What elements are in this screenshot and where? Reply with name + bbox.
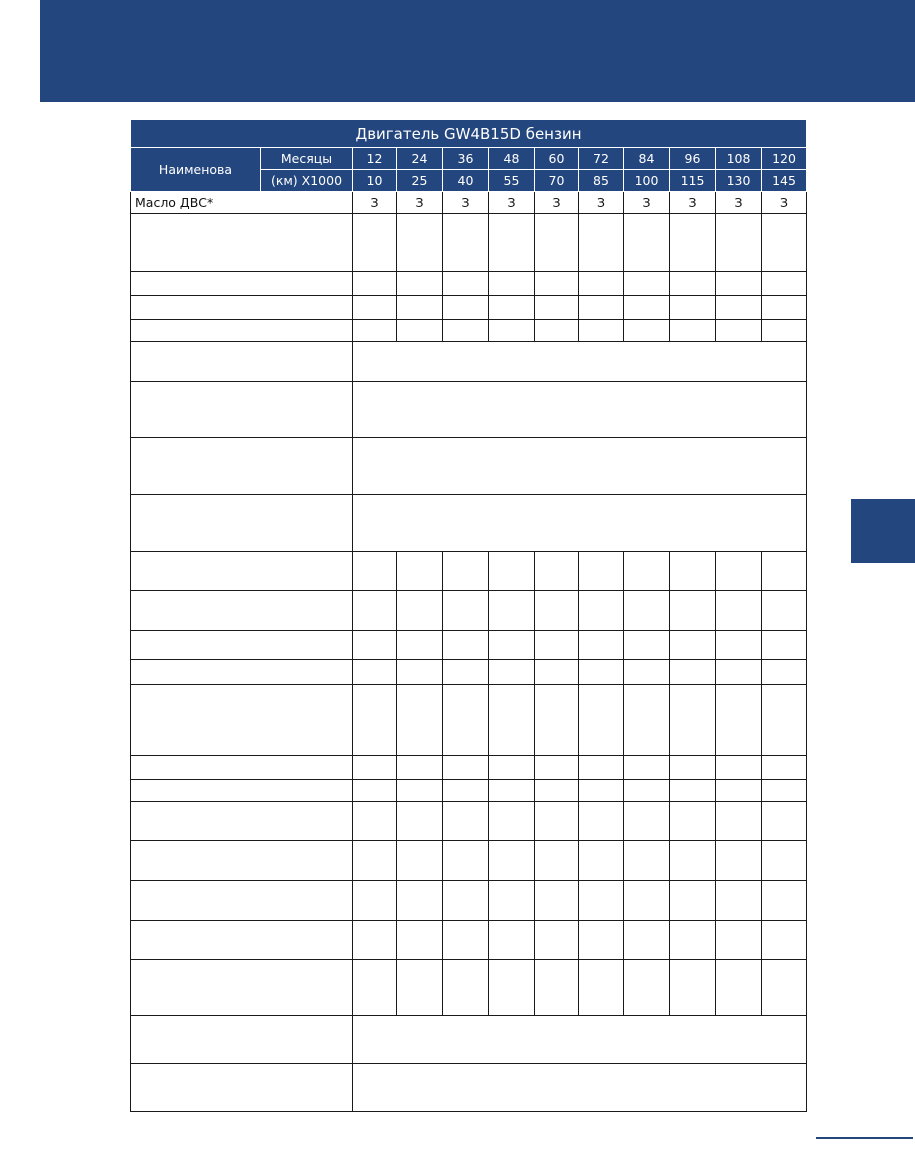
km-cell: 70 [535,170,579,192]
row-value [397,841,443,881]
table-row [131,881,807,921]
row-name [131,841,261,881]
row-value [579,841,624,881]
row-value [579,802,624,841]
row-value [489,214,535,272]
row-value [670,320,716,342]
row-value [489,631,535,660]
km-cell: 55 [489,170,535,192]
row-value [670,272,716,296]
row-value [535,552,579,591]
row-name [131,1016,261,1064]
month-cell: 72 [579,148,624,170]
row-value [443,802,489,841]
row-name [131,272,353,296]
row-value [443,881,489,921]
row-value [624,685,670,756]
footer-line [816,1137,913,1139]
row-value [535,881,579,921]
row-value [535,921,579,960]
row-name-sub [261,438,353,495]
row-value [443,841,489,881]
table-row [131,802,807,841]
row-value [489,660,535,685]
row-value [716,272,762,296]
row-value [489,756,535,780]
row-value [397,214,443,272]
row-value [443,320,489,342]
row-value [762,660,807,685]
table-row [131,1064,807,1112]
row-value [535,631,579,660]
row-value [443,552,489,591]
row-value: З [762,192,807,214]
row-value [716,960,762,1016]
row-value [489,921,535,960]
month-cell: 96 [670,148,716,170]
row-merged-value [353,1064,807,1112]
row-value [624,272,670,296]
row-value [353,780,397,802]
row-value [762,272,807,296]
row-value [762,685,807,756]
row-value [353,660,397,685]
row-name-sub [261,382,353,438]
row-value [762,214,807,272]
row-value [353,960,397,1016]
row-value [579,921,624,960]
row-value [670,841,716,881]
table-row [131,921,807,960]
row-value [353,685,397,756]
row-value [716,921,762,960]
month-cell: 60 [535,148,579,170]
row-value [535,272,579,296]
row-value [353,881,397,921]
row-name [131,1064,261,1112]
row-value [443,272,489,296]
row-name-sub [261,495,353,552]
table-row [131,780,807,802]
top-banner [40,0,915,102]
row-value [353,214,397,272]
row-value [535,780,579,802]
row-name-sub [261,660,353,685]
row-value [579,296,624,320]
row-value [670,802,716,841]
month-cell: 24 [397,148,443,170]
row-merged-value [353,495,807,552]
name-column-header: Наименова [131,148,261,192]
row-value [579,660,624,685]
row-value [443,780,489,802]
km-cell: 130 [716,170,762,192]
row-value [535,591,579,631]
km-cell: 40 [443,170,489,192]
row-name-sub [261,756,353,780]
row-value [762,591,807,631]
km-cell: 85 [579,170,624,192]
row-value [443,960,489,1016]
row-value [535,802,579,841]
row-value [443,631,489,660]
row-name-sub [261,552,353,591]
row-value [670,881,716,921]
row-value [489,802,535,841]
month-cell: 48 [489,148,535,170]
month-cell: 36 [443,148,489,170]
row-value: З [535,192,579,214]
row-value [353,921,397,960]
row-value [579,881,624,921]
row-name [131,802,261,841]
row-value [489,320,535,342]
row-value [624,802,670,841]
row-value [397,552,443,591]
row-value [353,552,397,591]
row-merged-value [353,342,807,382]
table-row [131,192,807,214]
row-value: З [670,192,716,214]
row-value [353,320,397,342]
km-cell: 100 [624,170,670,192]
row-value [716,841,762,881]
table-row [131,495,807,552]
row-value: З [579,192,624,214]
table-row [131,320,807,342]
row-name [131,660,261,685]
row-value [624,660,670,685]
row-value [624,320,670,342]
row-value [535,660,579,685]
row-value [579,780,624,802]
row-name [131,960,261,1016]
row-value [397,960,443,1016]
row-name-sub [261,631,353,660]
row-value: З [624,192,670,214]
row-name [131,342,261,382]
table-row [131,296,807,320]
row-merged-value [353,438,807,495]
row-value [443,756,489,780]
row-value [762,320,807,342]
row-value [353,591,397,631]
km-cell: 115 [670,170,716,192]
row-value [624,296,670,320]
row-value [535,841,579,881]
table-row [131,756,807,780]
row-value [353,296,397,320]
row-value [535,960,579,1016]
row-value [762,802,807,841]
row-name [131,756,261,780]
row-value: З [489,192,535,214]
row-value [397,272,443,296]
row-value [535,685,579,756]
row-value [670,591,716,631]
row-value [624,881,670,921]
maintenance-table [130,119,807,1112]
row-value [353,756,397,780]
row-value [397,320,443,342]
row-value [716,631,762,660]
row-value [579,214,624,272]
row-name [131,552,261,591]
row-name-sub [261,841,353,881]
month-cell: 12 [353,148,397,170]
row-value [397,296,443,320]
row-value [716,552,762,591]
row-value [353,272,397,296]
row-value [670,660,716,685]
row-value [397,756,443,780]
row-value [579,552,624,591]
row-name-sub [261,802,353,841]
row-value [489,685,535,756]
table-row [131,960,807,1016]
row-value [762,756,807,780]
row-name: Масло ДВС* [131,192,353,214]
row-value: З [353,192,397,214]
row-value [762,296,807,320]
table-row [131,438,807,495]
row-name-sub [261,1064,353,1112]
row-value [489,296,535,320]
row-value [670,960,716,1016]
row-value: З [716,192,762,214]
row-value [624,756,670,780]
row-value [670,685,716,756]
row-name-sub [261,591,353,631]
row-value [535,320,579,342]
row-name [131,382,261,438]
row-value [397,921,443,960]
row-value [443,660,489,685]
table-row [131,841,807,881]
row-value [670,552,716,591]
row-value [624,552,670,591]
row-value [716,780,762,802]
row-name-sub [261,881,353,921]
section-tab [851,499,915,563]
row-value [579,685,624,756]
table-row [131,591,807,631]
row-name [131,438,261,495]
row-value [489,552,535,591]
row-name [131,591,261,631]
table-row [131,631,807,660]
row-value [353,841,397,881]
row-name-sub [261,342,353,382]
row-name [131,631,261,660]
row-value [670,631,716,660]
row-value [579,272,624,296]
month-cell: 84 [624,148,670,170]
table-title: Двигатель GW4B15D бензин [131,120,807,148]
row-name [131,685,261,756]
row-value [762,631,807,660]
row-value [624,631,670,660]
row-value [579,631,624,660]
row-value [716,802,762,841]
row-value [535,296,579,320]
row-value [489,841,535,881]
row-name-sub [261,780,353,802]
row-value [535,756,579,780]
month-cell: 108 [716,148,762,170]
row-value [489,272,535,296]
table-row [131,342,807,382]
row-value [353,631,397,660]
row-name [131,881,261,921]
row-value [624,591,670,631]
table-row [131,272,807,296]
row-value [762,841,807,881]
row-value [670,780,716,802]
row-name [131,296,353,320]
row-value [535,214,579,272]
table-row [131,552,807,591]
row-value [716,881,762,921]
row-value [443,591,489,631]
km-label: (км) X1000 [261,170,353,192]
row-value [624,841,670,881]
row-value: З [397,192,443,214]
row-value [624,921,670,960]
km-cell: 25 [397,170,443,192]
row-value [716,685,762,756]
row-value [670,756,716,780]
row-value [716,296,762,320]
row-value [762,881,807,921]
row-value [443,296,489,320]
row-value [579,591,624,631]
row-value [397,631,443,660]
km-cell: 10 [353,170,397,192]
row-value [353,802,397,841]
row-value [716,591,762,631]
row-value [716,214,762,272]
row-value: З [443,192,489,214]
row-name-sub [261,960,353,1016]
row-value [762,552,807,591]
row-name-sub [261,685,353,756]
row-value [624,214,670,272]
row-value [443,685,489,756]
row-value [579,960,624,1016]
row-value [397,660,443,685]
row-value [670,921,716,960]
row-name [131,320,353,342]
table-row [131,685,807,756]
row-value [762,780,807,802]
table-row [131,214,807,272]
row-value [489,960,535,1016]
row-value [443,921,489,960]
row-name [131,921,261,960]
row-value [762,960,807,1016]
row-value [716,320,762,342]
row-value [624,780,670,802]
row-value [397,685,443,756]
row-value [670,214,716,272]
row-value [489,591,535,631]
row-value [443,214,489,272]
row-value [397,802,443,841]
row-merged-value [353,1016,807,1064]
row-name-sub [261,921,353,960]
row-value [397,881,443,921]
km-cell: 145 [762,170,807,192]
row-name [131,780,261,802]
months-label: Месяцы [261,148,353,170]
row-value [489,780,535,802]
row-value [762,921,807,960]
row-value [624,960,670,1016]
row-value [489,881,535,921]
row-value [579,756,624,780]
row-name [131,214,353,272]
row-value [716,660,762,685]
row-value [397,780,443,802]
row-name [131,495,261,552]
row-merged-value [353,382,807,438]
row-value [397,591,443,631]
row-value [579,320,624,342]
month-cell: 120 [762,148,807,170]
table-row [131,660,807,685]
row-value [670,296,716,320]
table-row [131,1016,807,1064]
row-name-sub [261,1016,353,1064]
row-value [716,756,762,780]
table-row [131,382,807,438]
